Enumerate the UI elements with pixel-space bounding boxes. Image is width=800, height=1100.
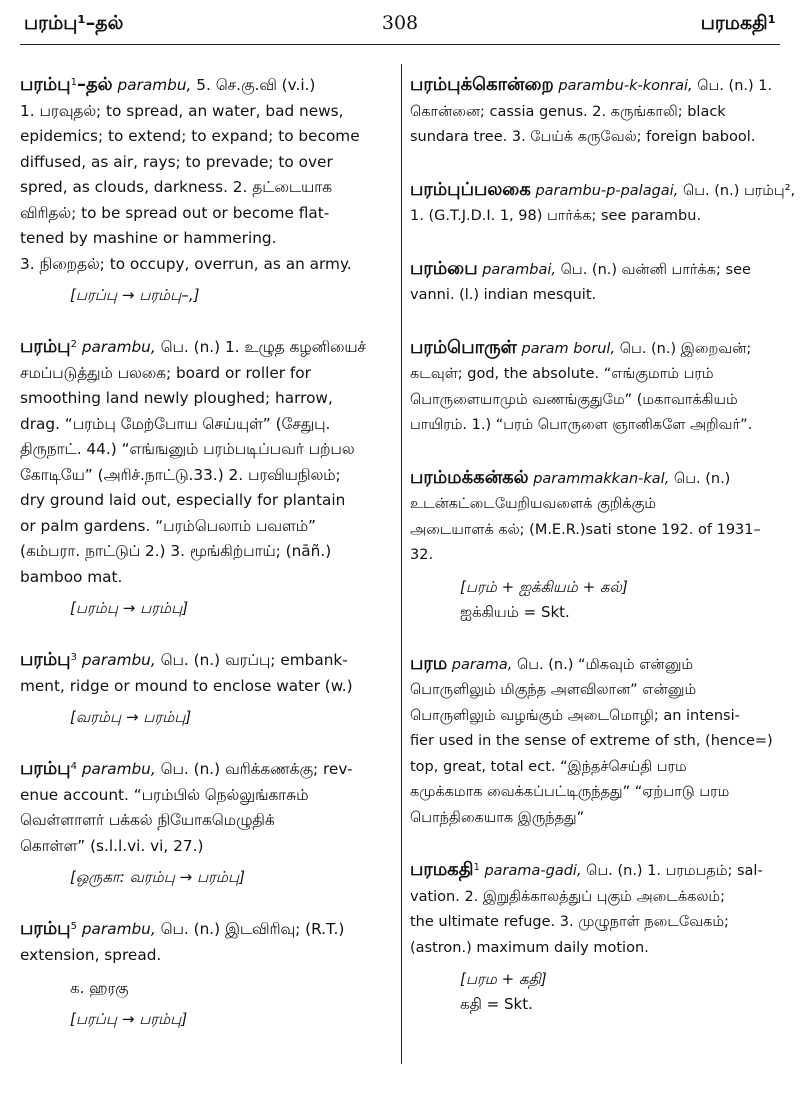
entry-parambu-k-konrai [410, 72, 780, 151]
transliteration: parama, [451, 656, 513, 673]
grammar-label: பெ. (n.) 1. பரமபதம்; sal- [586, 863, 763, 879]
homonym-number: 2 [70, 339, 77, 350]
transliteration: parama-gadi, [484, 863, 582, 879]
entry-param-borul [410, 335, 780, 439]
etymology: [ஒருகா: வரம்பு → பரம்பு] [70, 868, 246, 886]
etymology: [பரம + கதி] [460, 970, 547, 988]
definition-line: smoothing land newly ploughed; harrow, [20, 389, 333, 407]
definition-line: கடவுள்; god, the absolute. “எங்குமாம் பரம் [410, 366, 714, 382]
definition-line: (astron.) maximum daily motion. [410, 939, 649, 956]
definition-line: பொருளிலும் வழங்கும் அடைமொழி; an intensi- [410, 707, 740, 724]
definition-line: diffused, as air, rays; to prevade; to over [20, 152, 333, 171]
definition-line: சமப்படுத்தும் பலகை; board or roller for [20, 363, 311, 382]
definition-line: 3. நிறைதல்; to occupy, overrun, as an army. [20, 254, 352, 273]
definition-line: bamboo mat. [20, 567, 123, 586]
headword: பரம்பை [410, 257, 478, 279]
homonym-number: 1 [473, 862, 480, 873]
homonym-number: 1 [70, 77, 77, 88]
grammar-label: பெ. (n.) “மிகவும் என்னும் [516, 656, 694, 673]
definition-line: the ultimate refuge. 3. முழுநாள் நடைவேகம்; [410, 914, 729, 930]
definition-line: drag. “பரம்பு மேற்போய செய்யுள்” (சேதுபு. [20, 414, 331, 433]
definition-line: spred, as clouds, darkness. 2. தட்டையாக [20, 178, 332, 196]
definition-line: கொள்ள” (s.l.l.vi. vi, 27.) [20, 836, 204, 855]
transliteration: parammakkan-kal, [533, 470, 670, 487]
grammar-label: பெ. (n.) 1. உழுத கழனியைச் [160, 338, 366, 356]
page-header [20, 6, 780, 42]
definition-line: பாயிரம். 1.) “பரம் பொருளை ஞானிகளே அறிவர்”. [410, 417, 753, 433]
definition-line: 1. (G.T.J.D.I. 1, 98) பார்க்க; see parambu. [410, 208, 702, 224]
definition-line: extension, spread. [20, 945, 162, 964]
definition-line: அடையாளக் கல்; (M.E.R.)sati stone 192. of 1931– [410, 521, 761, 538]
headword: பரம்புப்பலகை [410, 178, 531, 200]
header-rule [20, 44, 780, 45]
definition-line: பொருளையாமும் வணங்குதுமே” (மகாவாக்கியம் [410, 391, 738, 408]
definition-line: 1. பரவுதல்; to spread, an water, bad news, [20, 101, 344, 120]
header-left-guideword: பரம்பு¹–தல் [24, 12, 124, 34]
transliteration: param borul, [521, 340, 616, 357]
definition-line: 32. [410, 547, 434, 563]
headword: பரம்பொருள் [410, 336, 517, 358]
definition-line: sundara tree. 3. பேய்க் கருவேல்; foreign babool. [410, 129, 756, 145]
grammar-label: பெ. (n.) 1. [697, 78, 773, 94]
entry-parambu-3 [20, 647, 390, 730]
grammar-label: பெ. (n.) இடவிரிவு; (R.T.) [160, 920, 345, 938]
homonym-number: 3 [70, 652, 77, 663]
etymology: [பரப்பு → பரம்பு–,] [70, 286, 200, 304]
definition-line: tened by mashine or hammering. [20, 229, 277, 247]
header-right-guideword: பரமகதி¹ [700, 12, 776, 34]
definition-line: ment, ridge or mound to enclose water (w.) [20, 676, 353, 695]
headword: பரம்பு [20, 918, 71, 939]
etymology: [பரப்பு → பரம்பு] [70, 1010, 188, 1028]
grammar-label: பெ. (n.) பரம்பு², [682, 182, 796, 199]
loanword-note: கதி = Skt. [460, 995, 533, 1013]
definition-line: பொருளிலும் மிகுந்த அளவிலான” என்னும் [410, 682, 697, 698]
left-column [20, 72, 390, 1058]
headword: பரம்பு [20, 758, 71, 779]
homonym-number: 5 [70, 921, 77, 932]
definition-line: vation. 2. இறுதிக்காலத்துப் புகும் அடைக்கலம்; [410, 888, 725, 905]
transliteration: parambu, [81, 760, 156, 778]
transliteration: parambu-p-palagai, [535, 182, 679, 199]
definition-line: கமுக்கமாக வைக்கப்பட்டிருந்தது” “ஏற்பாடு பரம [410, 784, 730, 800]
entry-parambai [410, 256, 780, 309]
entry-parambu-1 [20, 72, 390, 308]
etymology: [பரம் + ஐக்கியம் + கல்] [460, 577, 628, 596]
definition-line: dry ground laid out, especially for plantain [20, 491, 346, 509]
definition-line: vanni. (l.) indian mesquit. [410, 287, 597, 303]
definition-line: (கம்பரா. நாட்டுப் 2.) 3. மூங்கிற்பாய்; (nāñ.) [20, 542, 332, 560]
definition-line: enue account. “பரம்பில் நெல்லுங்காசும் [20, 785, 309, 804]
headword-suffix: –தல் [76, 74, 113, 95]
loanword-note: ஐக்கியம் = Skt. [460, 602, 570, 621]
transliteration: parambai, [482, 261, 557, 278]
grammar-label: பெ. (n.) வன்னி பார்க்க; see [560, 261, 751, 278]
page-number: 308 [381, 12, 419, 34]
grammar-label: பெ. (n.) வரப்பு; embank- [160, 651, 348, 669]
grammar-label: பெ. (n.) இறைவன்; [619, 340, 752, 357]
cognate-note: க. ஹரகு [70, 979, 129, 997]
entry-parambu-5 [20, 916, 390, 1032]
entry-parambu-2 [20, 334, 390, 621]
transliteration: parambu, [81, 920, 156, 938]
headword: பரம்பு [20, 74, 71, 95]
entry-parammakkan-kal [410, 465, 780, 625]
definition-line: top, great, total ect. “இந்தச்செய்தி பரம [410, 758, 687, 775]
entry-parama-gadi-1 [410, 857, 780, 1017]
transliteration: parambu, [117, 76, 192, 94]
transliteration: parambu, [81, 338, 156, 356]
definition-line: or palm gardens. “பரம்பெலாம் பவளம்” [20, 516, 316, 535]
headword: பரம்பு [20, 649, 71, 670]
etymology: [பரம்பு → பரம்பு] [70, 599, 189, 617]
headword: பரம்மக்கன்கல் [410, 466, 529, 488]
right-column [410, 72, 796, 1043]
grammar-label: பெ. (n.) வரிக்கணக்கு; rev- [160, 760, 353, 778]
definition-line: fier used in the sense of extreme of sth, (hence=) [410, 733, 773, 749]
definition-line: கொன்னை; cassia genus. 2. கருங்காலி; black [410, 103, 726, 120]
transliteration: parambu, [81, 651, 156, 669]
headword: பரம [410, 652, 448, 674]
homonym-number: 4 [70, 761, 77, 772]
column-divider [401, 64, 402, 1064]
grammar-label: பெ. (n.) [673, 470, 731, 487]
definition-line: விரிதல்; to be spread out or become flat- [20, 203, 330, 222]
definition-line: திருநாட். 44.) “எங்ஙனும் பரம்படிப்பவர் பற்பல [20, 440, 355, 458]
transliteration: parambu-k-konrai, [558, 78, 693, 94]
entry-parambu-4 [20, 756, 390, 890]
definition-line: பொந்திகையாக இருந்தது” [410, 809, 585, 826]
definition-line: உடன்கட்டையேறியவளைக் குறிக்கும் [410, 496, 657, 512]
headword: பரமகதி [410, 859, 474, 880]
grammar-label: 5. செ.கு.வி (v.i.) [196, 76, 316, 94]
definition-line: epidemics; to extend; to expand; to become [20, 127, 360, 145]
etymology: [வரம்பு → பரம்பு] [70, 708, 192, 726]
entry-parambu-p-palagai [410, 177, 796, 230]
headword: பரம்பு [20, 336, 71, 357]
entry-parama [410, 651, 780, 832]
definition-line: கோடியே” (அரிச்.நாட்டு.33.) 2. பரவியநிலம்; [20, 465, 341, 484]
headword: பரம்புக்கொன்றை [410, 74, 554, 95]
definition-line: வெள்ளாளர் பக்கல் நியோகமெழுதிக் [20, 811, 275, 829]
